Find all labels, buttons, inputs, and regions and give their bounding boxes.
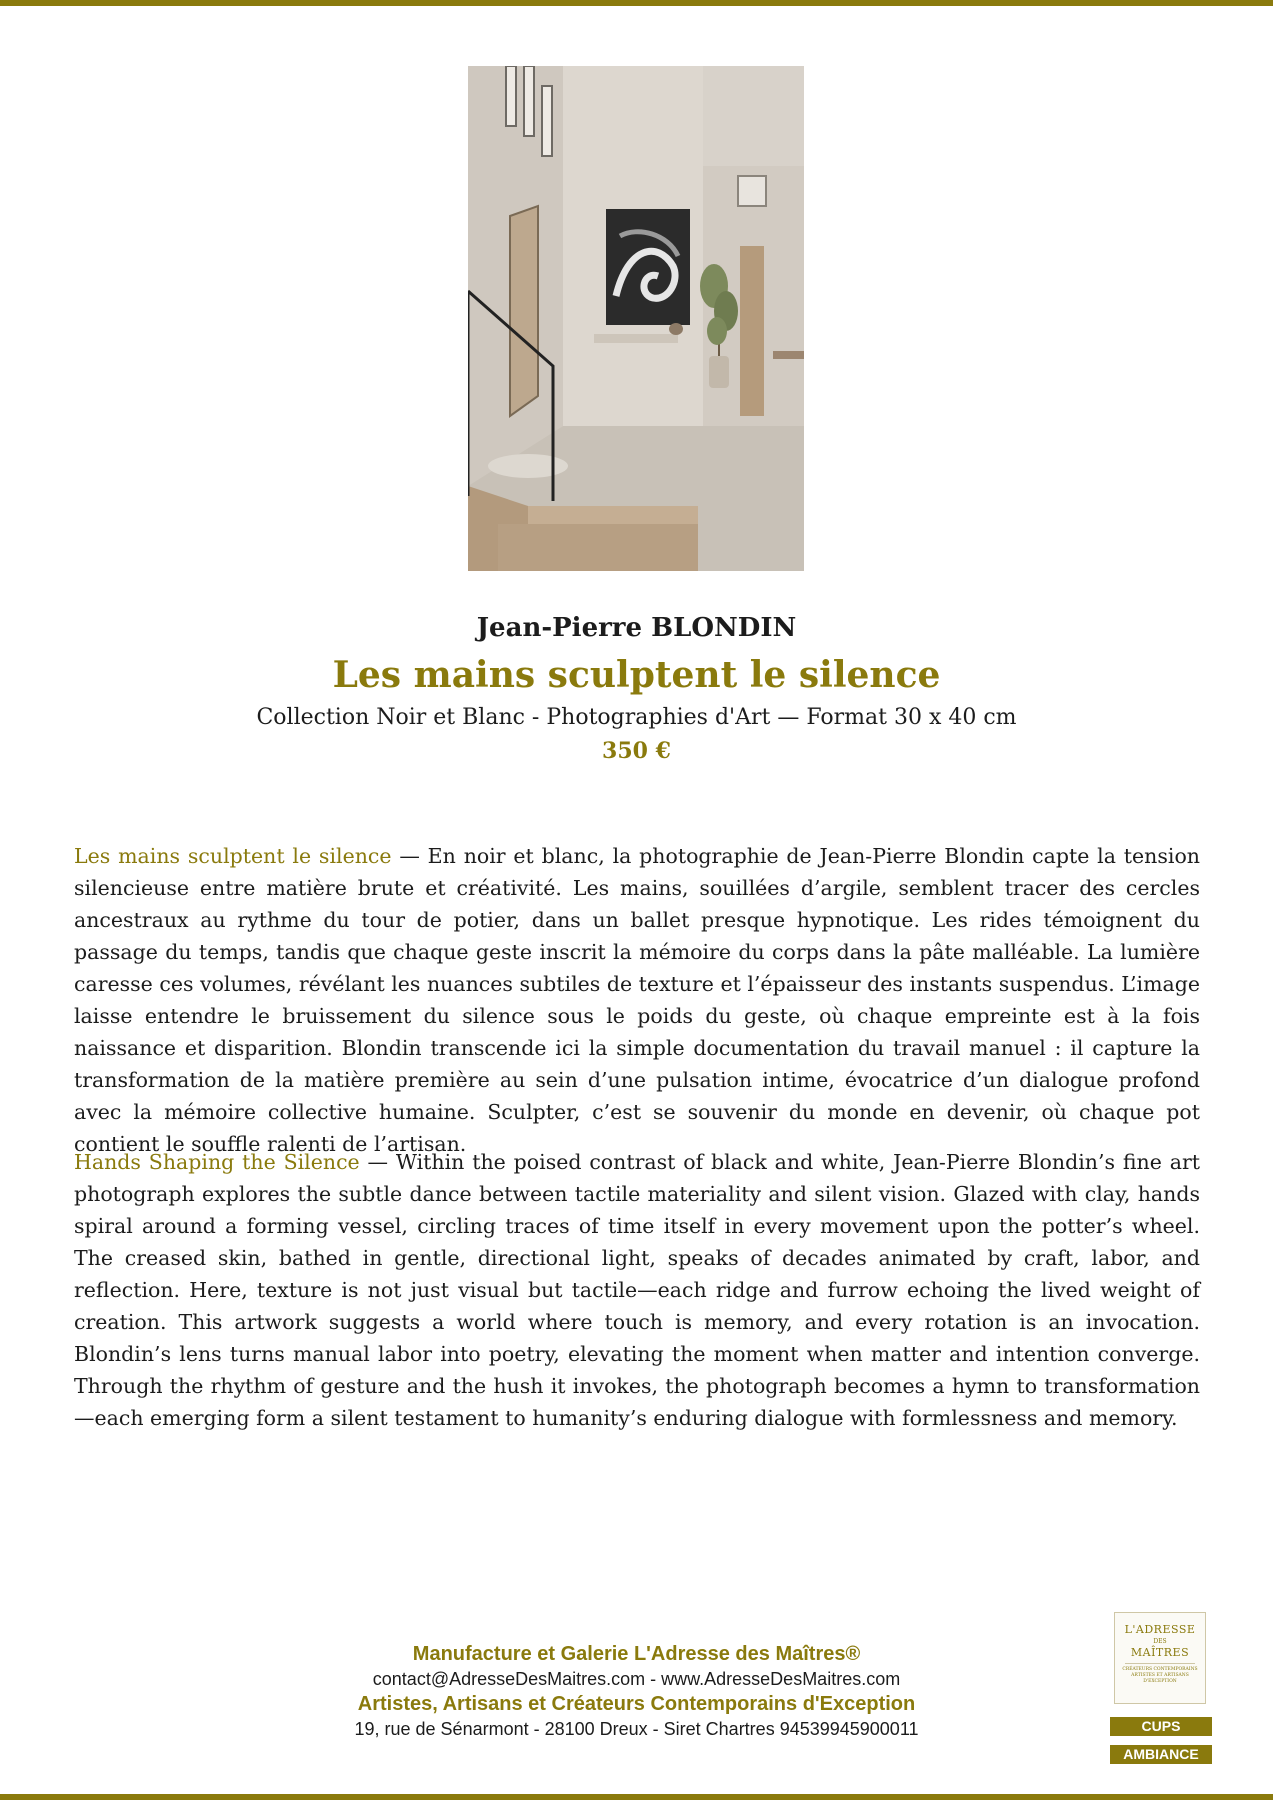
artist-name: Jean-Pierre BLONDIN [476, 613, 797, 643]
logo-line-2: DES [1153, 1638, 1167, 1645]
bottom-border [0, 1794, 1273, 1800]
description-english [74, 1146, 1200, 1434]
logo-line-1: L'ADRESSE [1124, 1623, 1196, 1636]
footer-tagline: Artistes, Artisans et Créateurs Contemporains d'Exception [357, 1693, 916, 1715]
logo-line-4: CRÉATEURS CONTEMPORAINS ARTISTES ET ARTISANS D'EXCEPTION [1122, 1667, 1198, 1684]
footer-company: Manufacture et Galerie L'Adresse des Maîtres® [412, 1643, 861, 1665]
logo-divider [1125, 1663, 1195, 1664]
description-french-text: — En noir et blanc, la photographie de Jean-Pierre Blondin capte la tension silencieuse entre matière brute et créativité. Les mains, souillées d’argile, semblent tracer des cercles ancestraux au rythme du tour de potier, dans un ballet presque hypnotique. Les rides témoignent du passage du temps, tandis que chaque geste inscrit la mémoire du corps dans la pâte malléable. La lumière caresse ces volumes, révélant les nuances subtiles de texture et l’épaisseur des instants suspendus. L’image laisse entendre le bruissement du silence sous le poids du geste, où chaque empreinte est à la fois naissance et disparition. Blondin transcende ici la simple documentation du travail manuel : il capture la transformation de la matière première au sein d’une pulsation intime, évocatrice d’un dialogue profond avec la mémoire collective humaine. Sculpter, c’est se souvenir du monde en devenir, où chaque pot contient le souffle ralenti de l’artisan. [74, 844, 1200, 1156]
artwork-ambiance-photo [468, 66, 804, 571]
artwork-title: Les mains sculptent le silence [332, 654, 941, 696]
tag-cups: CUPS [1110, 1717, 1212, 1736]
footer [0, 1641, 1273, 1741]
logo-line-3: MAÎTRES [1130, 1646, 1190, 1659]
footer-contact: contact@AdresseDesMaitres.com - www.AdresseDesMaitres.com [372, 1669, 901, 1689]
description-french [74, 840, 1200, 1160]
tag-ambiance: AMBIANCE [1110, 1745, 1212, 1764]
top-border [0, 0, 1273, 6]
description-french-lead: Les mains sculptent le silence [74, 844, 392, 868]
artwork-subtitle: Collection Noir et Blanc - Photographies d'Art — Format 30 x 40 cm [256, 705, 1017, 730]
description-english-lead: Hands Shaping the Silence [74, 1150, 360, 1174]
footer-address: 19, rue de Sénarmont - 28100 Dreux - Siret Chartres 94539945900011 [354, 1719, 919, 1739]
gallery-logo [1114, 1612, 1206, 1704]
artwork-price: 350 € [602, 738, 671, 764]
description-english-text: — Within the poised contrast of black and white, Jean-Pierre Blondin’s fine art photograph explores the subtle dance between tactile materiality and silent vision. Glazed with clay, hands spiral around a forming vessel, circling traces of time itself in every movement upon the potter’s wheel. The creased skin, bathed in gentle, directional light, speaks of decades animated by craft, labor, and reflection. Here, texture is not just visual but tactile—each ridge and furrow echoing the lived weight of creation. This artwork suggests a world where touch is memory, and every rotation is an invocation. Blondin’s lens turns manual labor into poetry, elevating the moment when matter and intention converge. Through the rhythm of gesture and the hush it invokes, the photograph becomes a hymn to transformation—each emerging form a silent testament to humanity’s enduring dialogue with formlessness and memory. [74, 1150, 1200, 1430]
